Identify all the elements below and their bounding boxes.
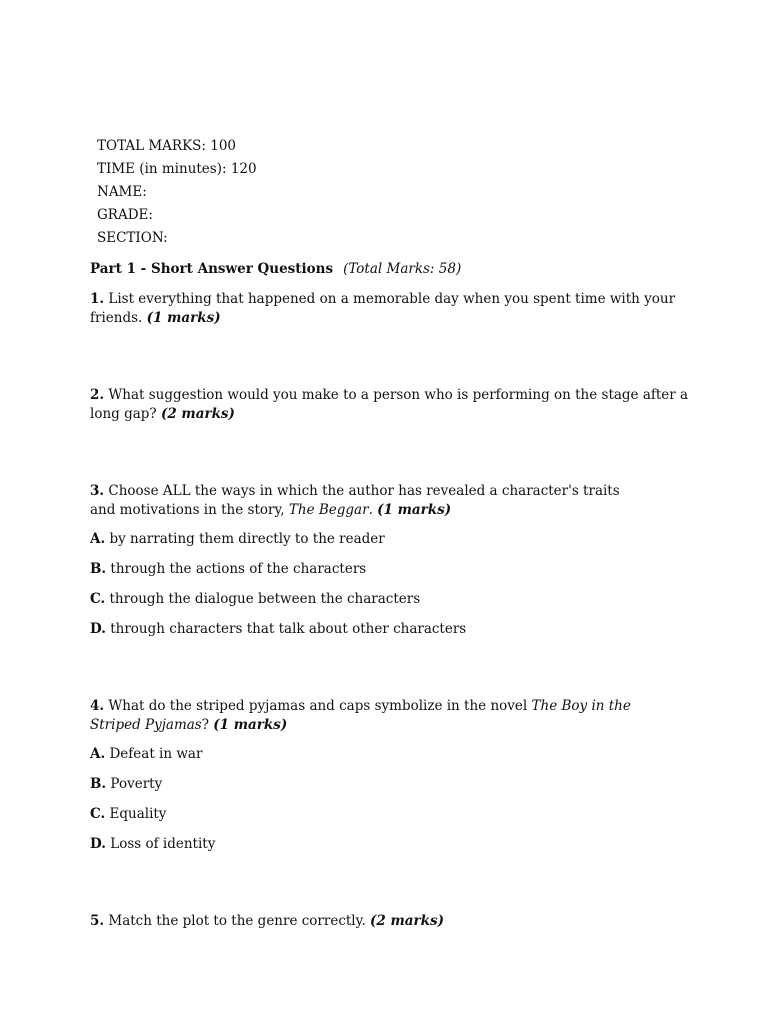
q4-option-c[interactable] bbox=[90, 805, 166, 823]
option-label: D. bbox=[90, 621, 106, 637]
question-text: What do the striped pyjamas and caps symbolize in the novel bbox=[104, 698, 532, 714]
question-number: 5. bbox=[90, 913, 105, 929]
novel-title: The Boy in the Striped Pyjamas bbox=[90, 698, 631, 733]
question-number: 1. bbox=[90, 291, 105, 307]
option-text: by narrating them directly to the reader bbox=[105, 531, 385, 547]
question-5 bbox=[90, 912, 690, 931]
name-label: NAME: bbox=[97, 184, 147, 200]
question-4 bbox=[90, 697, 660, 735]
question-1 bbox=[90, 290, 690, 328]
question-number: 3. bbox=[90, 483, 105, 499]
question-2 bbox=[90, 386, 690, 424]
option-text: Loss of identity bbox=[105, 836, 216, 852]
option-text: through the actions of the characters bbox=[106, 561, 367, 577]
option-text: Poverty bbox=[106, 776, 163, 792]
q4-option-d[interactable] bbox=[90, 835, 215, 853]
option-text: Equality bbox=[105, 806, 167, 822]
section-label: SECTION: bbox=[97, 230, 168, 246]
question-text: Match the plot to the genre correctly. bbox=[104, 913, 371, 929]
q4-option-a[interactable] bbox=[90, 745, 202, 763]
question-3 bbox=[90, 482, 630, 520]
option-label: D. bbox=[90, 836, 106, 852]
question-marks: (1 marks) bbox=[377, 502, 452, 518]
question-number: 4. bbox=[90, 698, 105, 714]
story-title: The Beggar bbox=[288, 502, 369, 518]
time-limit: TIME (in minutes): 120 bbox=[97, 161, 257, 177]
grade-label: GRADE: bbox=[97, 207, 153, 223]
q3-option-b[interactable] bbox=[90, 560, 366, 578]
option-text: through the dialogue between the characters bbox=[105, 591, 421, 607]
q3-option-a[interactable] bbox=[90, 530, 385, 548]
question-text: Choose ALL the ways in which the author has revealed a character's traits and motivations in the story, bbox=[90, 483, 620, 518]
question-marks: (2 marks) bbox=[160, 406, 235, 422]
option-label: A. bbox=[90, 746, 106, 762]
q3-option-d[interactable] bbox=[90, 620, 466, 638]
question-text: What suggestion would you make to a person who is performing on the stage after a long gap? bbox=[90, 387, 689, 422]
part-1-title: Part 1 - Short Answer Questions bbox=[90, 261, 334, 277]
question-text-end: . bbox=[368, 502, 378, 518]
q4-option-b[interactable] bbox=[90, 775, 162, 793]
question-marks: (1 marks) bbox=[146, 310, 221, 326]
part-1-heading bbox=[90, 260, 461, 278]
option-label: B. bbox=[90, 561, 107, 577]
option-label: B. bbox=[90, 776, 107, 792]
option-label: C. bbox=[90, 591, 106, 607]
option-label: A. bbox=[90, 531, 106, 547]
option-text: Defeat in war bbox=[105, 746, 203, 762]
question-number: 2. bbox=[90, 387, 105, 403]
total-marks: TOTAL MARKS: 100 bbox=[97, 138, 237, 154]
question-marks: (1 marks) bbox=[213, 717, 288, 733]
question-text-end: ? bbox=[201, 717, 214, 733]
option-label: C. bbox=[90, 806, 106, 822]
option-text: through characters that talk about other characters bbox=[105, 621, 467, 637]
q3-option-c[interactable] bbox=[90, 590, 420, 608]
question-text: List everything that happened on a memorable day when you spent time with your friends. bbox=[90, 291, 676, 326]
part-1-total-marks: (Total Marks: 58) bbox=[343, 261, 462, 277]
question-marks: (2 marks) bbox=[370, 913, 445, 929]
